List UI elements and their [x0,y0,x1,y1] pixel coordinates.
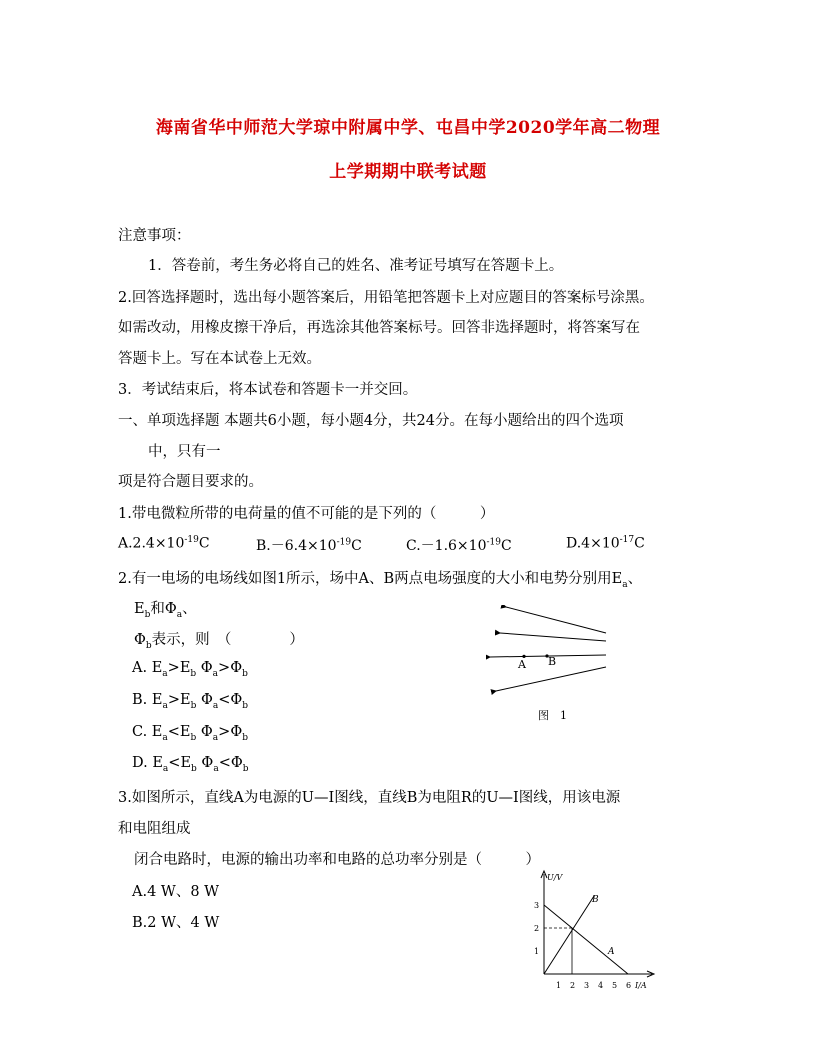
q1-option-d: $D.4\times 10^{-17}C$ [566,535,645,552]
notes-heading: 注意事项： [118,228,191,244]
field-line-2 [500,633,606,641]
field-line-1 [506,607,606,633]
x-tick-label: 5 [612,981,618,990]
field-lines-figure [486,605,611,730]
doc-title-line2: 上学期期中联考试题 [329,162,487,182]
field-line-4 [496,667,606,691]
x-axis-label: I/A [635,981,647,990]
q2-option-b: B. $E_a>E_b$ $\Phi_a<\Phi_b$ [132,692,249,711]
note-2a: 2.回答选择题时，选出每小题答案后，用铅笔把答题卡上对应题目的答案标号涂黑。 [118,290,654,306]
x-tick-label: 6 [626,981,632,990]
q3-stem-a: 3.如图所示，直线A为电源的U—I图线，直线B为电阻R的U—I图线，用该电源 [118,790,621,806]
figure-1-caption: 图 1 [538,709,567,722]
x-tick-label: 4 [598,981,604,990]
ui-graph-figure [530,868,660,996]
note-2c: 答题卡上。写在本试卷上无效。 [118,351,321,367]
q1-stem: 1.带电微粒所带的电荷量的值不可能的是下列的（ ） [118,506,495,522]
line-b-label: B [592,895,599,905]
section1-line-a: 一、单项选择题 本题共6小题，每小题4分，共24分。在每小题给出的四个选项 [118,413,624,429]
x-tick-label: 1 [556,981,562,990]
q2-option-c: C. $E_a<E_b$ $\Phi_a>\Phi_b$ [132,724,248,743]
q3-option-b: B.2 W、4 W [132,915,220,931]
line-a-label: A [608,947,615,957]
q1-option-c: $C.-1.6\times 10^{-19}C$ [406,537,512,554]
q2-stem-b: $E_b$和$\Phi_a$、 [134,601,197,620]
section1-line-c: 项是符合题目要求的。 [118,474,263,490]
note-1: 1．答卷前，考生务必将自己的姓名、准考证号填写在答题卡上。 [148,258,564,274]
y-axis-label: U/V [547,873,563,882]
section1-line-b: 中，只有一 [148,444,221,460]
q1-option-b: $B.-6.4\times 10^{-19}C$ [256,537,362,554]
q2-option-a: A. $E_a>E_b$ $\Phi_a>\Phi_b$ [132,660,248,679]
q2-option-d: D. $E_a<E_b$ $\Phi_a<\Phi_b$ [132,755,249,774]
x-tick-label: 2 [570,981,576,990]
q2-stem-c: $\Phi_b$表示，则 （ ） [134,632,304,651]
q3-stem-b: 和电阻组成 [118,821,191,837]
y-tick-labels [534,901,539,956]
y-tick-label: 2 [534,924,540,933]
note-2b: 如需改动，用橡皮擦干净后，再选涂其他答案标号。回答非选择题时，将答案写在 [118,320,640,336]
note-3: 3．考试结束后，将本试卷和答题卡一并交回。 [118,382,418,398]
y-tick-label: 1 [534,947,540,956]
y-tick-label: 3 [534,901,540,910]
q3-option-a: A.4 W、8 W [132,884,220,900]
line-b [544,896,594,974]
q3-stem-c: 闭合电路时，电源的输出功率和电路的总功率分别是（ ） [134,852,540,868]
point-b-label: B [548,655,557,668]
doc-title-line1: 海南省华中师范大学琼中附属中学、屯昌中学2020学年高二物理 [155,118,661,138]
x-tick-labels [556,981,631,990]
q2-stem-a: 2.有一电场的电场线如图1所示，场中A、B两点电场强度的大小和电势分别用$E_a$、 [118,571,643,590]
point-a-label: A [518,658,526,671]
line-a [544,905,628,974]
q1-option-a: $A.2.4\times 10^{-19}C$ [118,535,210,552]
x-tick-label: 3 [584,981,590,990]
